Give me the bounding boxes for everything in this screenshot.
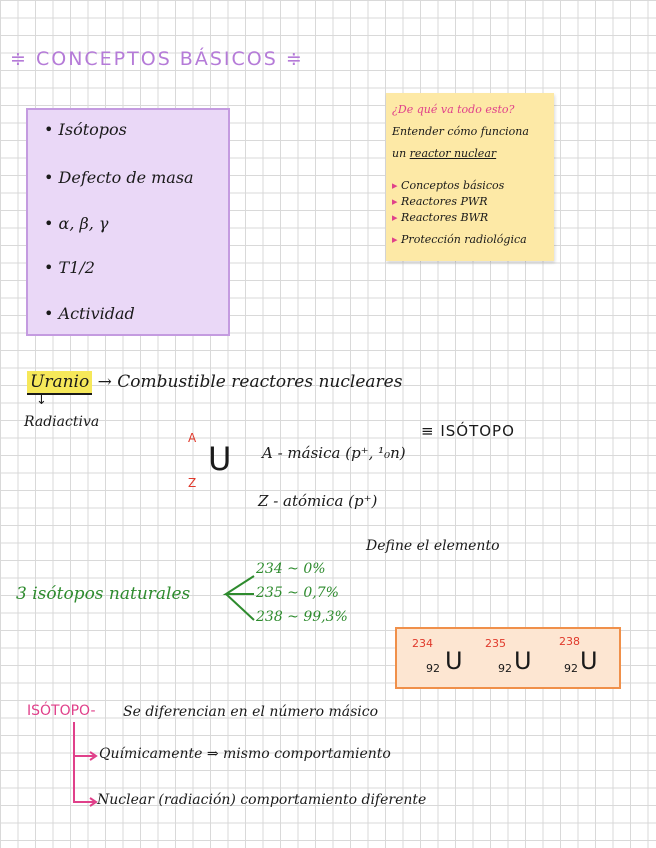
topic-item: • α, β, γ xyxy=(44,214,109,233)
atomic-number-description: Z - atómica (p⁺) xyxy=(258,492,378,510)
radiactiva-label: Radiactiva xyxy=(24,414,100,430)
isotope-definition: Se diferencian en el número másico xyxy=(123,704,379,720)
uranio-line: Uranio → Combustible reactores nucleares xyxy=(27,372,402,392)
isotope-abundance: 234 ~ 0% xyxy=(256,561,326,577)
sticky-note xyxy=(386,93,554,261)
define-element-note: Define el elemento xyxy=(366,538,500,554)
sticky-question: ¿De qué va todo esto? xyxy=(392,103,515,116)
uranio-description: Combustible reactores nucleares xyxy=(117,372,403,392)
page-title: ≑ CONCEPTOS BÁSICOS ≑ xyxy=(10,48,304,70)
isotope-symbol: U xyxy=(580,647,598,675)
mass-number-label: A xyxy=(188,431,197,445)
atomic-number-label: Z xyxy=(188,476,197,490)
isotope-abundance: 235 ~ 0,7% xyxy=(256,585,339,601)
isotope-abundance: 238 ~ 99,3% xyxy=(256,609,348,625)
uranium-symbol: U xyxy=(208,440,232,478)
nuclear-behaviour-note: Nuclear (radiación) comportamiento diferente xyxy=(97,792,427,808)
natural-isotopes-label: 3 isótopos naturales xyxy=(16,584,191,604)
isotope-equivalence: ≡ ISÓTOPO xyxy=(421,422,515,440)
branch-arrows xyxy=(70,722,100,808)
topic-item: • T1/2 xyxy=(44,258,95,277)
sticky-line: Entender cómo funciona xyxy=(392,125,529,138)
sticky-line: un reactor nuclear xyxy=(392,147,497,160)
chemical-behaviour-note: Químicamente ⇒ mismo comportamiento xyxy=(99,746,391,762)
sticky-list-item: ▸ Conceptos básicos xyxy=(392,179,505,192)
sticky-list-item: ▸ Reactores BWR xyxy=(392,211,489,224)
uranio-word: Uranio xyxy=(27,371,92,395)
isotopes-box: 234 92 U 235 92 U 238 92 U xyxy=(395,627,621,689)
mass-number-description: A - másica (p⁺, ¹₀n) xyxy=(262,444,406,462)
down-arrow-icon: ↓ xyxy=(36,393,47,408)
topic-item: • Actividad xyxy=(44,304,135,323)
sticky-list-item: ▸ Reactores PWR xyxy=(392,195,488,208)
topic-item: • Isótopos xyxy=(44,120,127,139)
isotope-symbol: U xyxy=(514,647,532,675)
branch-lines xyxy=(222,568,256,628)
sticky-list-item: ▸ Protección radiológica xyxy=(392,233,527,246)
topic-item: • Defecto de masa xyxy=(44,168,194,187)
isotope-definition-label: ISÓTOPO- xyxy=(27,703,96,719)
isotope-symbol: U xyxy=(445,647,463,675)
